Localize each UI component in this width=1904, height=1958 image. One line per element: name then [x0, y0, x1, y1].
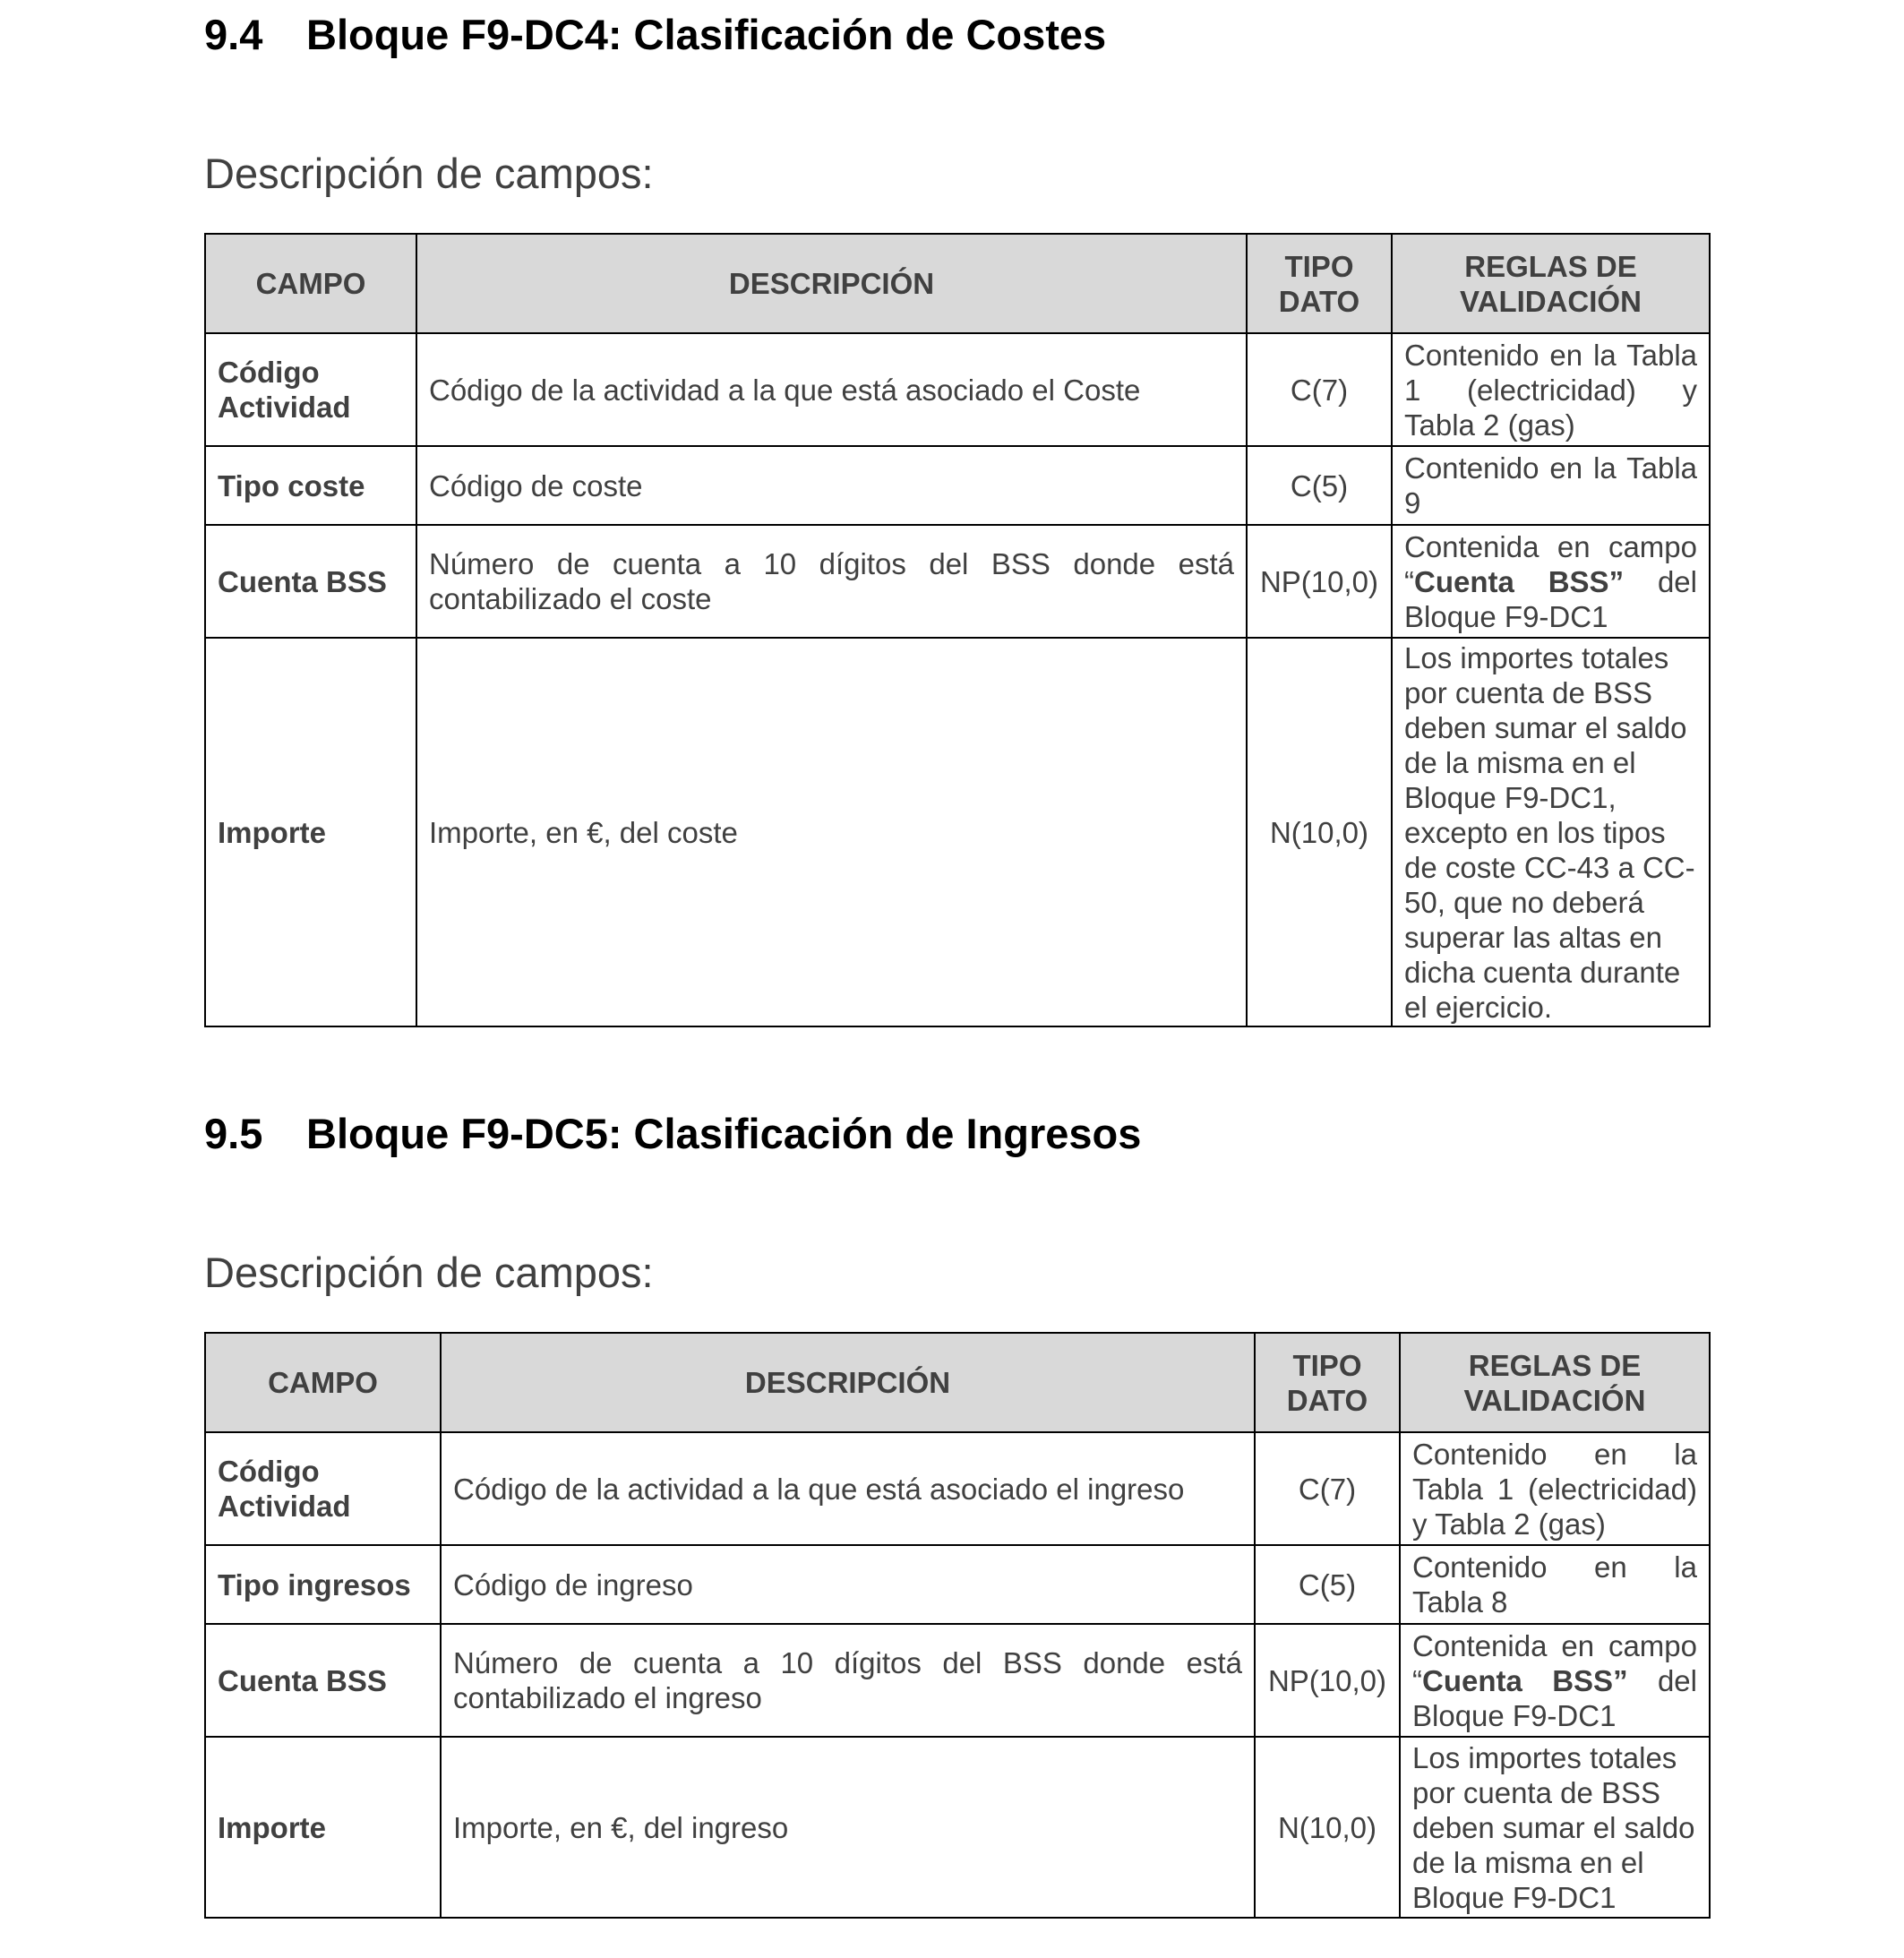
table-row	[205, 333, 1710, 446]
fields-table	[204, 1332, 1711, 1919]
cell-regla	[1392, 525, 1710, 638]
cell-descripcion: Importe, en €, del ingreso	[441, 1737, 1255, 1918]
section-ingresos	[204, 1106, 1709, 1919]
cell-regla: Contenido en la Tabla 9	[1392, 446, 1710, 525]
section-number: 9.5	[204, 1110, 263, 1157]
table-row	[205, 1432, 1710, 1545]
section-number: 9.4	[204, 11, 263, 58]
cell-descripcion: Importe, en €, del coste	[416, 638, 1247, 1026]
cell-regla: Los importes totales por cuenta de BSS deben sumar el saldo de la misma en el Bloque F9-DC1, excepto en los tipos de coste CC-43 a CC-50, que no deberá superar las altas en dicha cuenta durante el ejercicio.	[1392, 638, 1710, 1026]
header-tipo-dato: TIPO DATO	[1255, 1333, 1400, 1432]
regla-text: del Bloque F9-DC1	[1412, 1663, 1697, 1732]
section-title: Bloque F9-DC5: Clasificación de Ingresos	[306, 1110, 1142, 1157]
cell-tipo: N(10,0)	[1255, 1737, 1400, 1918]
table-row	[205, 525, 1710, 638]
header-reglas: REGLAS DE VALIDACIÓN	[1400, 1333, 1710, 1432]
header-descripcion: DESCRIPCIÓN	[416, 234, 1247, 333]
header-descripcion: DESCRIPCIÓN	[441, 1333, 1255, 1432]
cell-campo: Cuenta BSS	[205, 525, 416, 638]
header-campo: CAMPO	[205, 1333, 441, 1432]
cell-regla	[1400, 1624, 1710, 1737]
header-campo: CAMPO	[205, 234, 416, 333]
fields-subtitle: Descripción de campos:	[204, 150, 654, 197]
cell-regla: Contenido en la Tabla 8	[1400, 1545, 1710, 1624]
regla-text: Contenida en campo “	[1412, 1628, 1697, 1697]
table-row	[205, 638, 1710, 1026]
regla-text: Contenida en campo “	[1404, 529, 1697, 598]
cell-tipo: NP(10,0)	[1255, 1624, 1400, 1737]
table-row	[205, 1737, 1710, 1918]
cell-campo: Tipo ingresos	[205, 1545, 441, 1624]
table-header-row	[205, 234, 1710, 333]
cell-campo: Código Actividad	[205, 1432, 441, 1545]
table-header-row	[205, 1333, 1710, 1432]
cell-descripcion: Número de cuenta a 10 dígitos del BSS donde está contabilizado el coste	[416, 525, 1247, 638]
cell-campo: Cuenta BSS	[205, 1624, 441, 1737]
section-heading	[204, 7, 1709, 63]
section-costes	[204, 7, 1709, 1027]
cell-campo: Código Actividad	[205, 333, 416, 446]
table-row	[205, 1624, 1710, 1737]
cell-descripcion: Número de cuenta a 10 dígitos del BSS donde está contabilizado el ingreso	[441, 1624, 1255, 1737]
cell-campo: Importe	[205, 638, 416, 1026]
header-tipo-dato: TIPO DATO	[1247, 234, 1392, 333]
cell-descripcion: Código de coste	[416, 446, 1247, 525]
cell-descripcion: Código de la actividad a la que está asociado el Coste	[416, 333, 1247, 446]
cell-tipo: C(5)	[1247, 446, 1392, 525]
section-title: Bloque F9-DC4: Clasificación de Costes	[306, 11, 1107, 58]
cell-regla: Contenido en la Tabla 1 (electricidad) y Tabla 2 (gas)	[1392, 333, 1710, 446]
table-row	[205, 446, 1710, 525]
cell-descripcion: Código de la actividad a la que está asociado el ingreso	[441, 1432, 1255, 1545]
header-reglas: REGLAS DE VALIDACIÓN	[1392, 234, 1710, 333]
cell-campo: Importe	[205, 1737, 441, 1918]
cell-tipo: C(5)	[1255, 1545, 1400, 1624]
cell-tipo: C(7)	[1247, 333, 1392, 446]
cell-campo: Tipo coste	[205, 446, 416, 525]
section-heading	[204, 1106, 1709, 1162]
table-row	[205, 1545, 1710, 1624]
cell-descripcion: Código de ingreso	[441, 1545, 1255, 1624]
cell-regla: Contenido en la Tabla 1 (electricidad) y Tabla 2 (gas)	[1400, 1432, 1710, 1545]
regla-bold-text: Cuenta BSS”	[1414, 564, 1625, 598]
cell-tipo: N(10,0)	[1247, 638, 1392, 1026]
fields-table	[204, 233, 1711, 1027]
regla-bold-text: Cuenta BSS”	[1422, 1663, 1628, 1697]
fields-subtitle: Descripción de campos:	[204, 1249, 654, 1296]
cell-regla: Los importes totales por cuenta de BSS deben sumar el saldo de la misma en el Bloque F9-DC1	[1400, 1737, 1710, 1918]
regla-text: del Bloque F9-DC1	[1404, 564, 1697, 633]
cell-tipo: NP(10,0)	[1247, 525, 1392, 638]
cell-tipo: C(7)	[1255, 1432, 1400, 1545]
